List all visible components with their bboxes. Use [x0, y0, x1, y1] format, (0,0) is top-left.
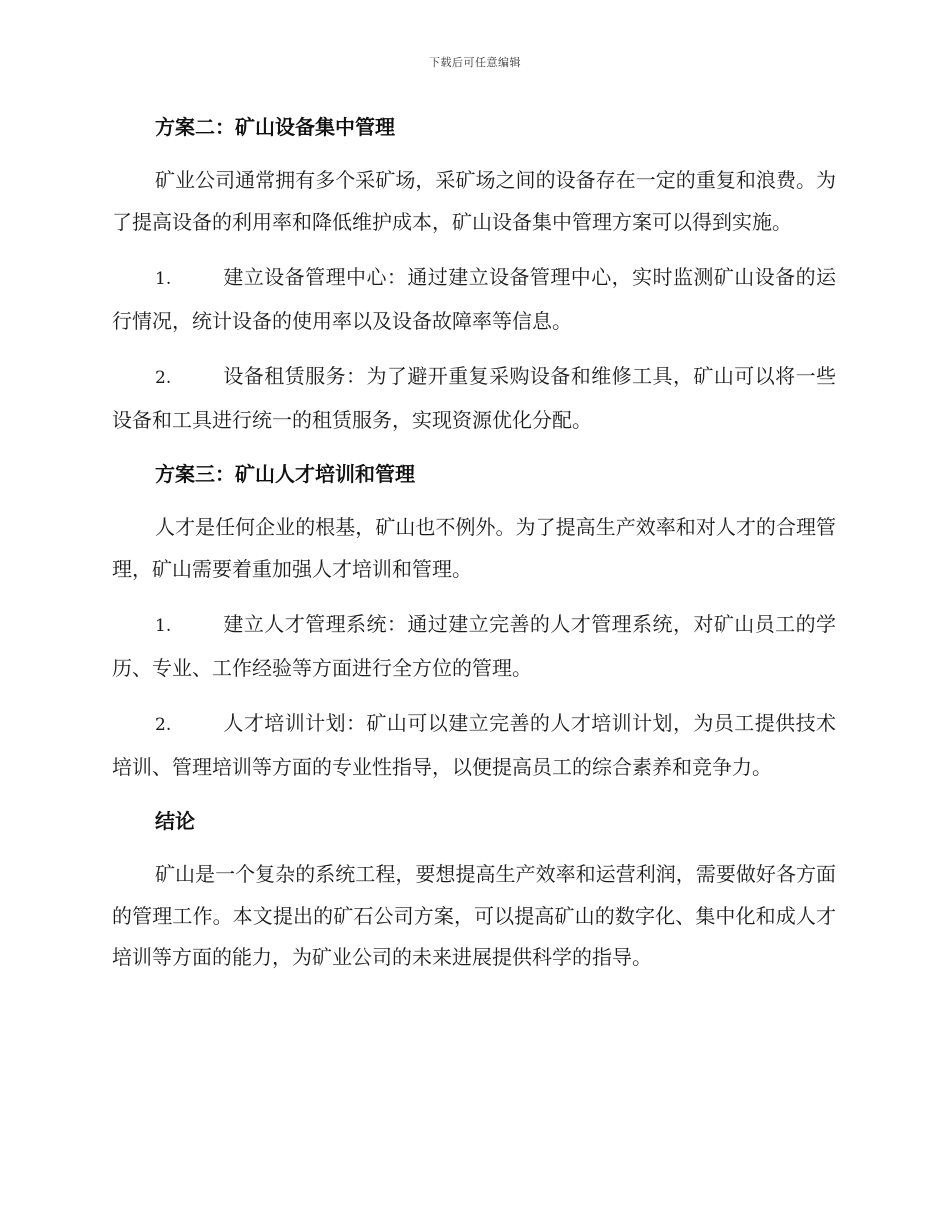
list-item [112, 604, 836, 689]
list-item [112, 703, 836, 788]
list-item-text: 设备租赁服务：为了避开重复采购设备和维修工具，矿山可以将一些设备和工具进行统一的租赁服务，实现资源优化分配。 [112, 364, 836, 432]
list-item-text: 人才培训计划：矿山可以建立完善的人才培训计划，为员工提供技术培训、管理培训等方面的专业性指导，以便提高员工的综合素养和竞争力。 [112, 711, 836, 779]
list-item-number: 2. [155, 715, 172, 735]
list-item-text: 建立人才管理系统：通过建立完善的人才管理系统，对矿山员工的学历、专业、工作经验等方面进行全方位的管理。 [112, 612, 836, 680]
section-intro-paragraph: 人才是任何企业的根基，矿山也不例外。为了提高生产效率和对人才的合理管理，矿山需要着重加强人才培训和管理。 [112, 515, 836, 581]
list-item [112, 356, 836, 441]
list-item-text: 建立设备管理中心：通过建立设备管理中心，实时监测矿山设备的运行情况，统计设备的使用率以及设备故障率等信息。 [112, 265, 836, 333]
conclusion-paragraph: 矿山是一个复杂的系统工程，要想提高生产效率和运营利润，需要做好各方面的管理工作。本文提出的矿石公司方案，可以提高矿山的数字化、集中化和成人才培训等方面的能力，为矿业公司的未来进展提供科学的指导。 [112, 862, 836, 969]
page-header: 下载后可任意编辑 [429, 56, 521, 69]
list-item [112, 257, 836, 342]
list-item-number: 1. [155, 269, 172, 289]
section-intro-paragraph: 矿业公司通常拥有多个采矿场，采矿场之间的设备存在一定的重复和浪费。为了提高设备的利用率和降低维护成本，矿山设备集中管理方案可以得到实施。 [112, 168, 836, 234]
document-body [112, 106, 836, 979]
section-heading: 方案二：矿山设备集中管理 [155, 115, 395, 139]
section-heading: 方案三：矿山人才培训和管理 [155, 462, 415, 486]
list-item-number: 1. [155, 616, 172, 636]
conclusion-heading: 结论 [155, 809, 195, 833]
list-item-number: 2. [155, 368, 172, 388]
